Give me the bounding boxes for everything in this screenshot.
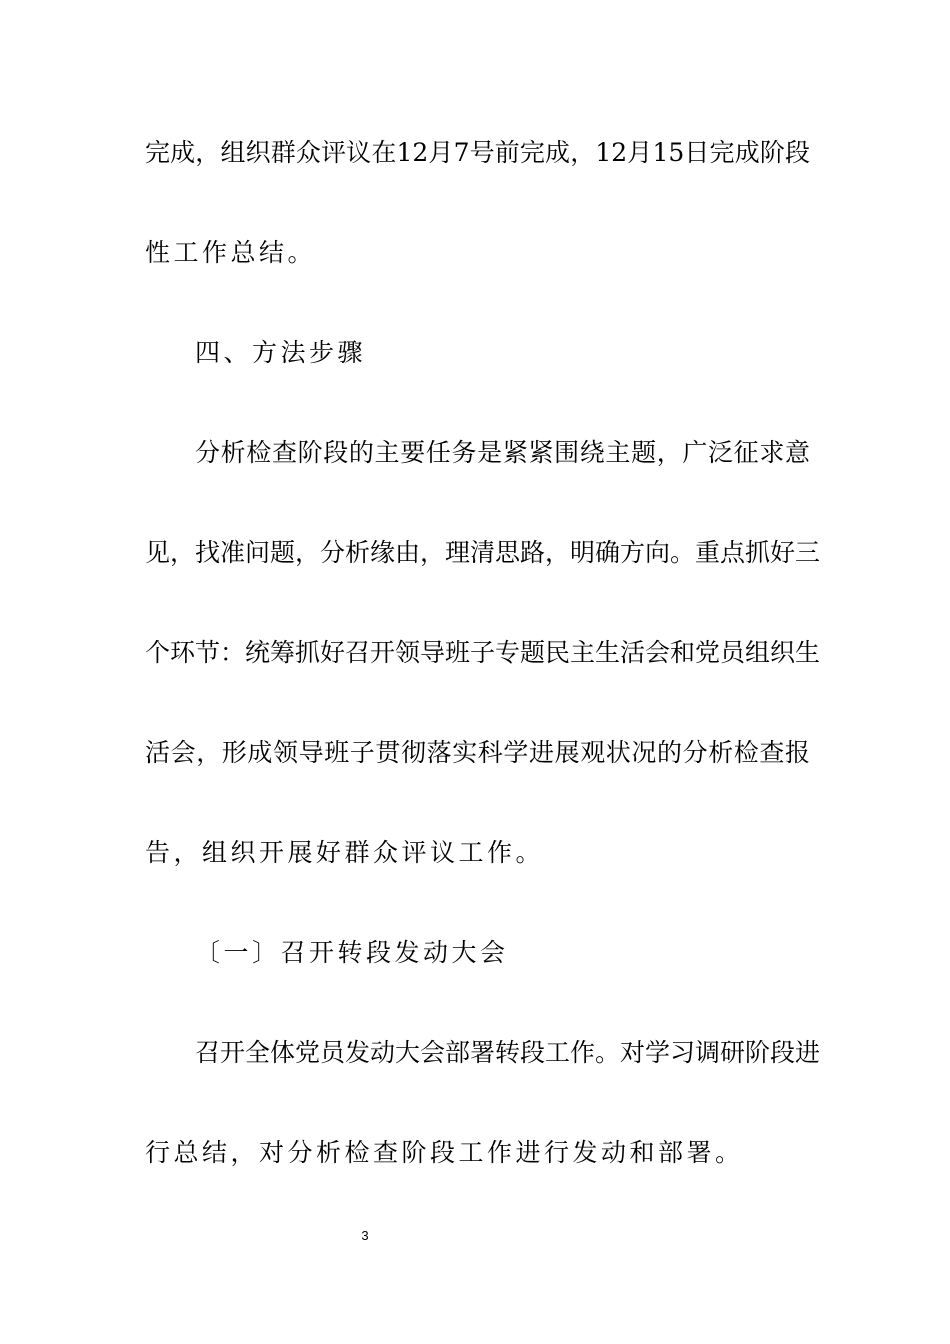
- paragraph-line: 性工作总结。: [145, 238, 317, 267]
- section-heading: 四、方法步骤: [195, 338, 367, 367]
- paragraph-line: 见，找准问题，分析缘由，理清思路，明确方向。重点抓好三: [145, 538, 821, 567]
- subsection-heading: 〔一〕召开转段发动大会: [195, 938, 509, 967]
- paragraph-line: 个环节：统筹抓好召开领导班子专题民主生活会和党员组织生: [145, 638, 821, 667]
- paragraph-line: 召开全体党员发动大会部署转段工作。对学习调研阶段进: [195, 1038, 821, 1067]
- paragraph-line: 完成，组织群众评议在12月7号前完成，12月15日完成阶段: [145, 138, 810, 167]
- paragraph-line: 告，组织开展好群众评议工作。: [145, 838, 545, 867]
- page-number: 3: [361, 1228, 369, 1243]
- paragraph-line: 活会，形成领导班子贯彻落实科学进展观状况的分析检查报: [145, 738, 810, 767]
- paragraph-line: 分析检查阶段的主要任务是紧紧围绕主题，广泛征求意: [195, 438, 810, 467]
- paragraph-line: 行总结，对分析检查阶段工作进行发动和部署。: [145, 1138, 744, 1167]
